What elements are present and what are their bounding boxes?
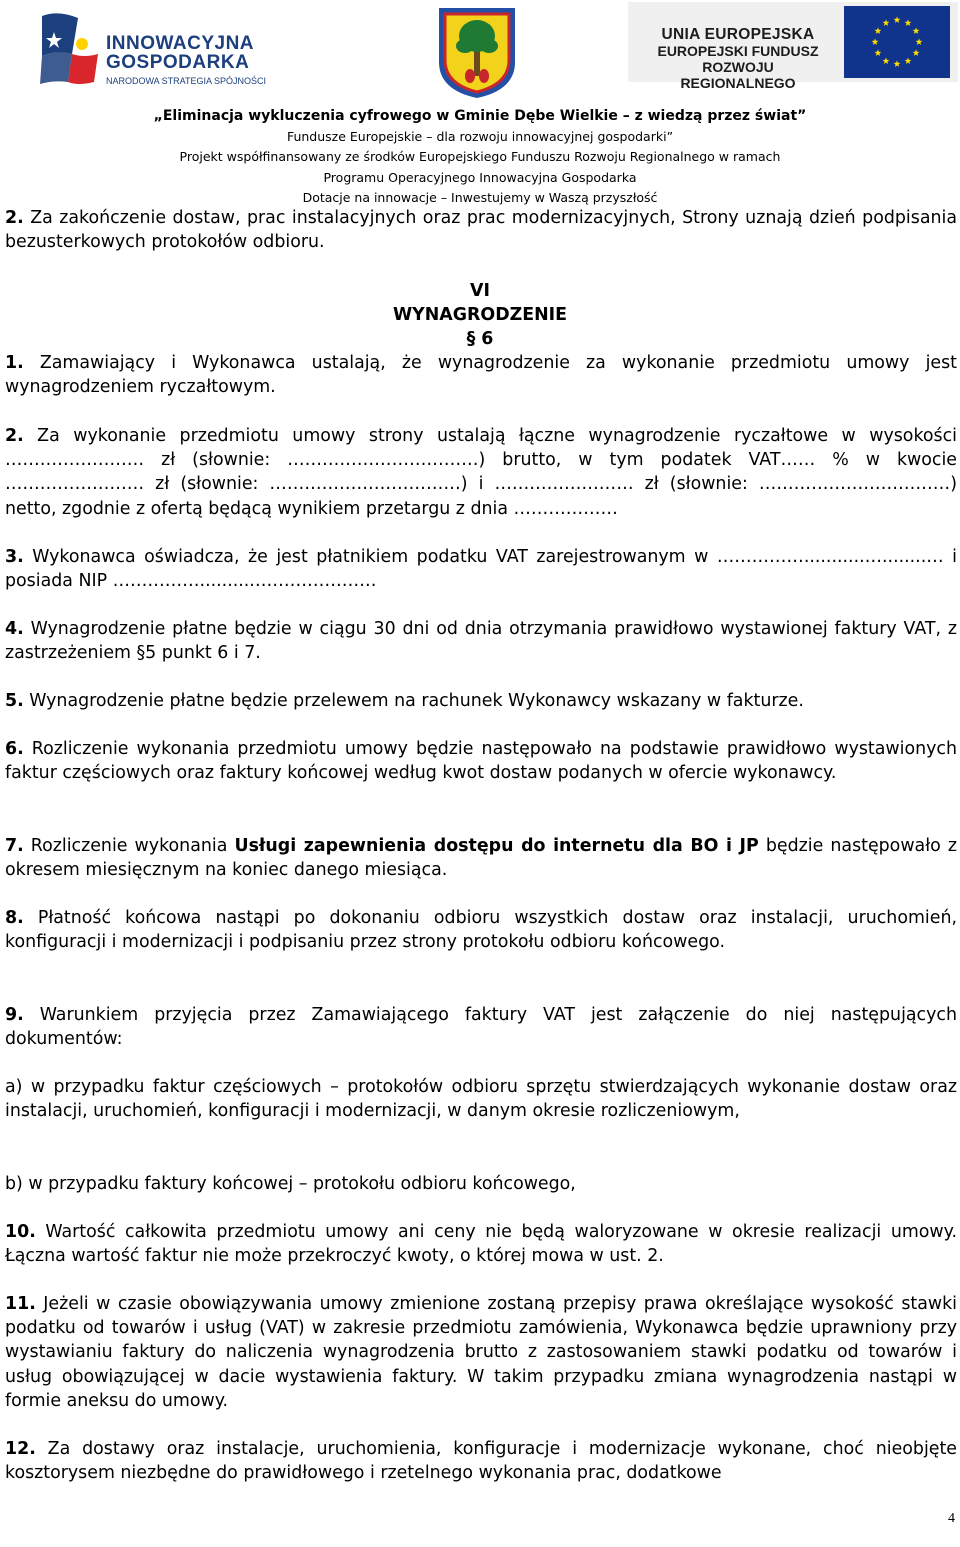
page-number: 4 bbox=[948, 1511, 955, 1526]
ig-logo-subtitle: NARODOWA STRATEGIA SPÓJNOŚCI bbox=[106, 76, 267, 86]
section-title: WYNAGRODZENIE bbox=[392, 305, 568, 325]
header-line-5: Dotacje na innowacje – Inwestujemy w Waszą przyszłość bbox=[302, 190, 658, 205]
paragraph-10: 10. Wartość całkowita przedmiotu umowy ani ceny nie będą waloryzowane w okresie realizacji umowy. Łączna wartość faktur nie może przekroczyć kwoty, o której mowa w ust. 2. bbox=[5, 1222, 957, 1267]
ig-emblem-icon bbox=[38, 10, 102, 88]
paragraph-6: 6. Rozliczenie wykonania przedmiotu umowy będzie następowało na podstawie prawidłowo wystawionych faktur częściowych oraz faktury końcowej według kwot dostaw podanych w ofercie wykonawcy. bbox=[5, 739, 957, 784]
project-header-text bbox=[0, 106, 960, 209]
paragraph-12: 12. Za dostawy oraz instalacje, uruchomienia, konfiguracje i modernizacje wykonane, choć nieobjęte kosztorysem niezbędne do prawidłowego i rzetelnego wykonania prac, dodatkowe bbox=[5, 1439, 957, 1484]
project-title: „Eliminacja wykluczenia cyfrowego w Gminie Dębe Wielkie – z wiedzą przez świat” bbox=[153, 108, 807, 124]
eu-logo-text: UNIA EUROPEJSKA EUROPEJSKI FUNDUSZ ROZWOJU REGIONALNEGO bbox=[657, 26, 819, 91]
eu-logo bbox=[628, 2, 958, 91]
paragraph-8: 8. Płatność końcowa nastąpi po dokonaniu odbioru wszystkich dostaw oraz instalacji, uruchomień, konfiguracji i modernizacji i podpisaniu przez strony protokołu odbioru końcowego. bbox=[5, 908, 957, 953]
header-line-3: Projekt współfinansowany ze środków Europejskiego Funduszu Rozwoju Regionalnego w ramach bbox=[179, 149, 781, 164]
paragraph-a: a) w przypadku faktur częściowych – protokołów odbioru sprzętu stwierdzających wykonanie dostaw oraz instalacji, uruchomień, konfiguracji i modernizacji, w danym okresie rozliczeniowym, bbox=[5, 1077, 957, 1122]
paragraph-7: 7. Rozliczenie wykonania Usługi zapewnienia dostępu do internetu dla BO i JP będzie następowało z okresem miesięcznym na koniec danego miesiąca. bbox=[5, 836, 957, 881]
paragraph-prev-2: 2. Za zakończenie dostaw, prac instalacyjnych oraz prac modernizacyjnych, Strony uznają dzień podpisania bezusterkowych protokołów odbioru. bbox=[5, 208, 957, 253]
paragraph-5: 5. Wynagrodzenie płatne będzie przelewem na rachunek Wykonawcy wskazany w fakturze. bbox=[5, 691, 804, 711]
section-roman-number: VI bbox=[470, 281, 490, 301]
paragraph-2: 2. Za wykonanie przedmiotu umowy strony ustalają łączne wynagrodzenie ryczałtowe w wysokości …………………… zł (słownie: ……………………………) brutto, w tym podatek VAT…… % w kwocie …………………… zł (słownie: ……………………………) i …………………… zł (słownie: ……………………………) netto, zgodnie z ofertą będącą wynikiem przetargu z dnia ……………… bbox=[5, 426, 957, 519]
header-line-4: Programu Operacyjnego Innowacyjna Gospodarka bbox=[323, 169, 637, 185]
paragraph-1: 1. Zamawiający i Wykonawca ustalają, że wynagrodzenie za wykonanie przedmiotu umowy jest wynagrodzeniem ryczałtowym. bbox=[5, 353, 957, 398]
paragraph-4: 4. Wynagrodzenie płatne będzie w ciągu 30 dni od dnia otrzymania prawidłowo wystawionej faktury VAT, z zastrzeżeniem §5 punkt 6 i 7. bbox=[5, 619, 957, 664]
gmina-coat-of-arms bbox=[437, 6, 517, 100]
ig-logo-text: INNOWACYJNA GOSPODARKA bbox=[106, 33, 255, 73]
innowacyjna-gospodarka-logo bbox=[38, 10, 278, 90]
paragraph-9: 9. Warunkiem przyjęcia przez Zamawiającego faktury VAT jest załączenie do niej następujących dokumentów: bbox=[5, 1005, 957, 1050]
section-paragraph-number: § 6 bbox=[466, 329, 494, 349]
coat-of-arms-icon bbox=[437, 6, 517, 100]
paragraph-11: 11. Jeżeli w czasie obowiązywania umowy zmienione zostaną przepisy prawa określające wysokość stawki podatku od towarów i usług (VAT) w zakresie przedmiotu zamówienia, Wykonawca będzie uprawniony przy wystawianiu faktury do naliczenia wynagrodzenia brutto z zastosowaniem stawki podatku od towarów i usług obowiązującej w dacie wystawienia faktury. W takim przypadku zmiana wynagrodzenia nastąpi w formie aneksu do umowy. bbox=[5, 1294, 957, 1411]
paragraph-3: 3. Wykonawca oświadcza, że jest płatnikiem podatku VAT zarejestrowanym w ……………...........…........… i posiada NIP ……………..........………………… bbox=[5, 547, 957, 592]
eu-flag-icon bbox=[844, 6, 950, 78]
header-line-2: Fundusze Europejskie – dla rozwoju innowacyjnej gospodarki” bbox=[286, 128, 674, 144]
paragraph-b: b) w przypadku faktury końcowej – protokołu odbioru końcowego, bbox=[5, 1174, 576, 1194]
